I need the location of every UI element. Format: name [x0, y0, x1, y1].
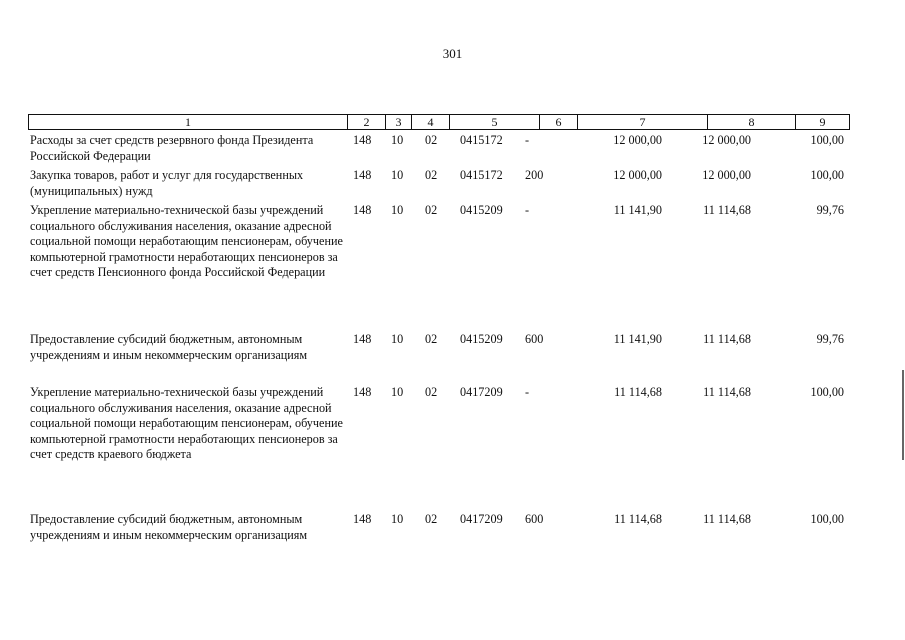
row-col-5: 0417209 [460, 385, 503, 399]
row-col-9: 99,76 [816, 332, 844, 346]
row-col-7: 12 000,00 [613, 133, 662, 147]
row-col-6: - [525, 133, 530, 147]
header-cell: 1 [185, 115, 191, 129]
header-cell: 3 [385, 115, 411, 129]
row-col-4: 02 [425, 332, 438, 346]
header-cell: 8 [707, 115, 795, 129]
page-number: 301 [442, 46, 463, 61]
row-col-9: 100,00 [810, 168, 844, 182]
row-col-2: 148 [353, 512, 372, 526]
row-col-6: - [525, 203, 530, 217]
row-col-7: 11 114,68 [614, 512, 662, 526]
row-col-3: 10 [391, 512, 404, 526]
row-col-2: 148 [353, 385, 372, 399]
row-col-6: - [525, 385, 530, 399]
row-col-5: 0415172 [460, 133, 503, 147]
header-cell: 4 [411, 115, 449, 129]
row-description: Укрепление материально-технической базы учреждений социального обслуживания населения, оказание адресной социальной помощи неработающим пенсионерам, обучение компьютерной грамотности неработающих пенсионеров за счет средств краевого бюджета [30, 385, 343, 461]
row-col-2: 148 [353, 332, 372, 346]
row-col-5: 0417209 [460, 512, 503, 526]
row-description: Предоставление субсидий бюджетным, автономным учреждениям и иным некоммерческим организациям [30, 332, 308, 362]
row-col-8: 11 114,68 [703, 512, 751, 526]
row-col-5: 0415209 [460, 203, 503, 217]
row-col-6: 200 [525, 168, 544, 182]
row-col-4: 02 [425, 512, 438, 526]
row-col-8: 12 000,00 [702, 133, 751, 147]
row-col-4: 02 [425, 133, 438, 147]
row-col-3: 10 [391, 203, 404, 217]
row-col-5: 0415172 [460, 168, 503, 182]
row-col-7: 11 141,90 [613, 203, 662, 217]
row-col-3: 10 [391, 385, 404, 399]
row-col-8: 11 114,68 [703, 385, 751, 399]
row-col-5: 0415209 [460, 332, 503, 346]
header-cell: 7 [577, 115, 707, 129]
header-cell: 5 [449, 115, 539, 129]
row-description: Предоставление субсидий бюджетным, автономным учреждениям и иным некоммерческим организациям [30, 512, 308, 542]
row-description: Закупка товаров, работ и услуг для государственных (муниципальных) нужд [30, 168, 304, 198]
row-col-2: 148 [353, 203, 372, 217]
row-col-8: 12 000,00 [702, 168, 751, 182]
row-col-2: 148 [353, 168, 372, 182]
header-cell: 6 [539, 115, 577, 129]
row-col-6: 600 [525, 332, 544, 346]
row-col-9: 100,00 [810, 133, 844, 147]
row-description: Укрепление материально-технической базы учреждений социального обслуживания населения, оказание адресной социальной помощи неработающим пенсионерам, обучение компьютерной грамотности неработающих пенсионеров за счет средств Пенсионного фонда Российской Федерации [30, 203, 343, 279]
row-description: Расходы за счет средств резервного фонда Президента Российской Федерации [30, 133, 314, 163]
row-col-2: 148 [353, 133, 372, 147]
row-col-7: 12 000,00 [613, 168, 662, 182]
row-col-4: 02 [425, 168, 438, 182]
table-header [28, 114, 850, 130]
row-col-9: 100,00 [810, 385, 844, 399]
row-col-4: 02 [425, 385, 438, 399]
header-cell: 9 [795, 115, 849, 129]
row-col-8: 11 114,68 [703, 203, 751, 217]
row-col-3: 10 [391, 332, 404, 346]
row-col-3: 10 [391, 168, 404, 182]
row-col-7: 11 114,68 [614, 385, 662, 399]
row-col-4: 02 [425, 203, 438, 217]
row-col-9: 99,76 [816, 203, 844, 217]
row-col-9: 100,00 [810, 512, 844, 526]
row-col-3: 10 [391, 133, 404, 147]
scan-margin-mark [902, 370, 904, 460]
row-col-6: 600 [525, 512, 544, 526]
header-cell: 2 [347, 115, 385, 129]
row-col-7: 11 141,90 [613, 332, 662, 346]
row-col-8: 11 114,68 [703, 332, 751, 346]
